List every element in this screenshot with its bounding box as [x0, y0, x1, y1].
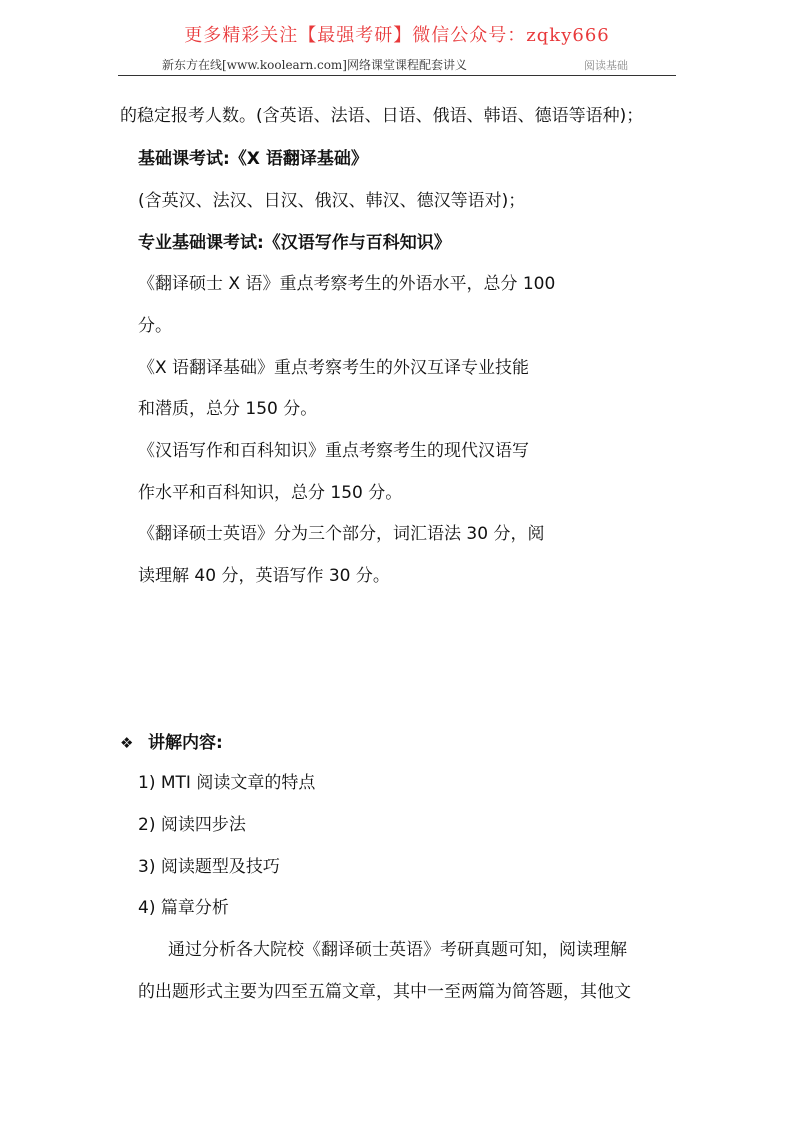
body-line: 《翻译硕士英语》分为三个部分，词汇语法 30 分，阅 — [138, 524, 545, 544]
list-item: 4) 篇章分析 — [138, 898, 229, 918]
body-line: 《汉语写作和百科知识》重点考察考生的现代汉语写 — [138, 441, 529, 461]
list-item: 3) 阅读题型及技巧 — [138, 857, 280, 877]
diamond-bullet-icon: ❖ — [120, 734, 134, 752]
body-line: (含英汉、法汉、日汉、俄汉、韩汉、德汉等语对)； — [138, 191, 526, 211]
paragraph-line: 的出题形式主要为四至五篇文章，其中一至两篇为简答题，其他文 — [138, 982, 631, 1002]
promo-banner: 更多精彩关注【最强考研】微信公众号：zqky666 — [184, 25, 610, 46]
body-line: 和潜质，总分 150 分。 — [138, 399, 318, 419]
header-section: 阅读基础 — [584, 59, 628, 72]
list-item: 1) MTI 阅读文章的特点 — [138, 773, 316, 793]
list-item: 2) 阅读四步法 — [138, 815, 246, 835]
body-line: 读理解 40 分，英语写作 30 分。 — [138, 566, 390, 586]
body-line: 的稳定报考人数。(含英语、法语、日语、俄语、韩语、德语等语种)； — [120, 106, 644, 126]
professional-exam-heading: 专业基础课考试:《汉语写作与百科知识》 — [138, 233, 451, 253]
section-heading: 讲解内容: — [148, 733, 223, 753]
header-source: 新东方在线[www.koolearn.com]网络课堂课程配套讲义 — [162, 58, 467, 72]
body-line: 《X 语翻译基础》重点考察考生的外汉互译专业技能 — [138, 358, 530, 378]
body-line: 作水平和百科知识，总分 150 分。 — [138, 483, 403, 503]
basic-exam-heading: 基础课考试:《X 语翻译基础》 — [138, 149, 368, 169]
header-divider — [118, 75, 676, 76]
body-line: 分。 — [138, 316, 172, 336]
paragraph-line: 通过分析各大院校《翻译硕士英语》考研真题可知，阅读理解 — [168, 940, 627, 960]
body-line: 《翻译硕士 X 语》重点考察考生的外语水平，总分 100 — [138, 274, 556, 294]
